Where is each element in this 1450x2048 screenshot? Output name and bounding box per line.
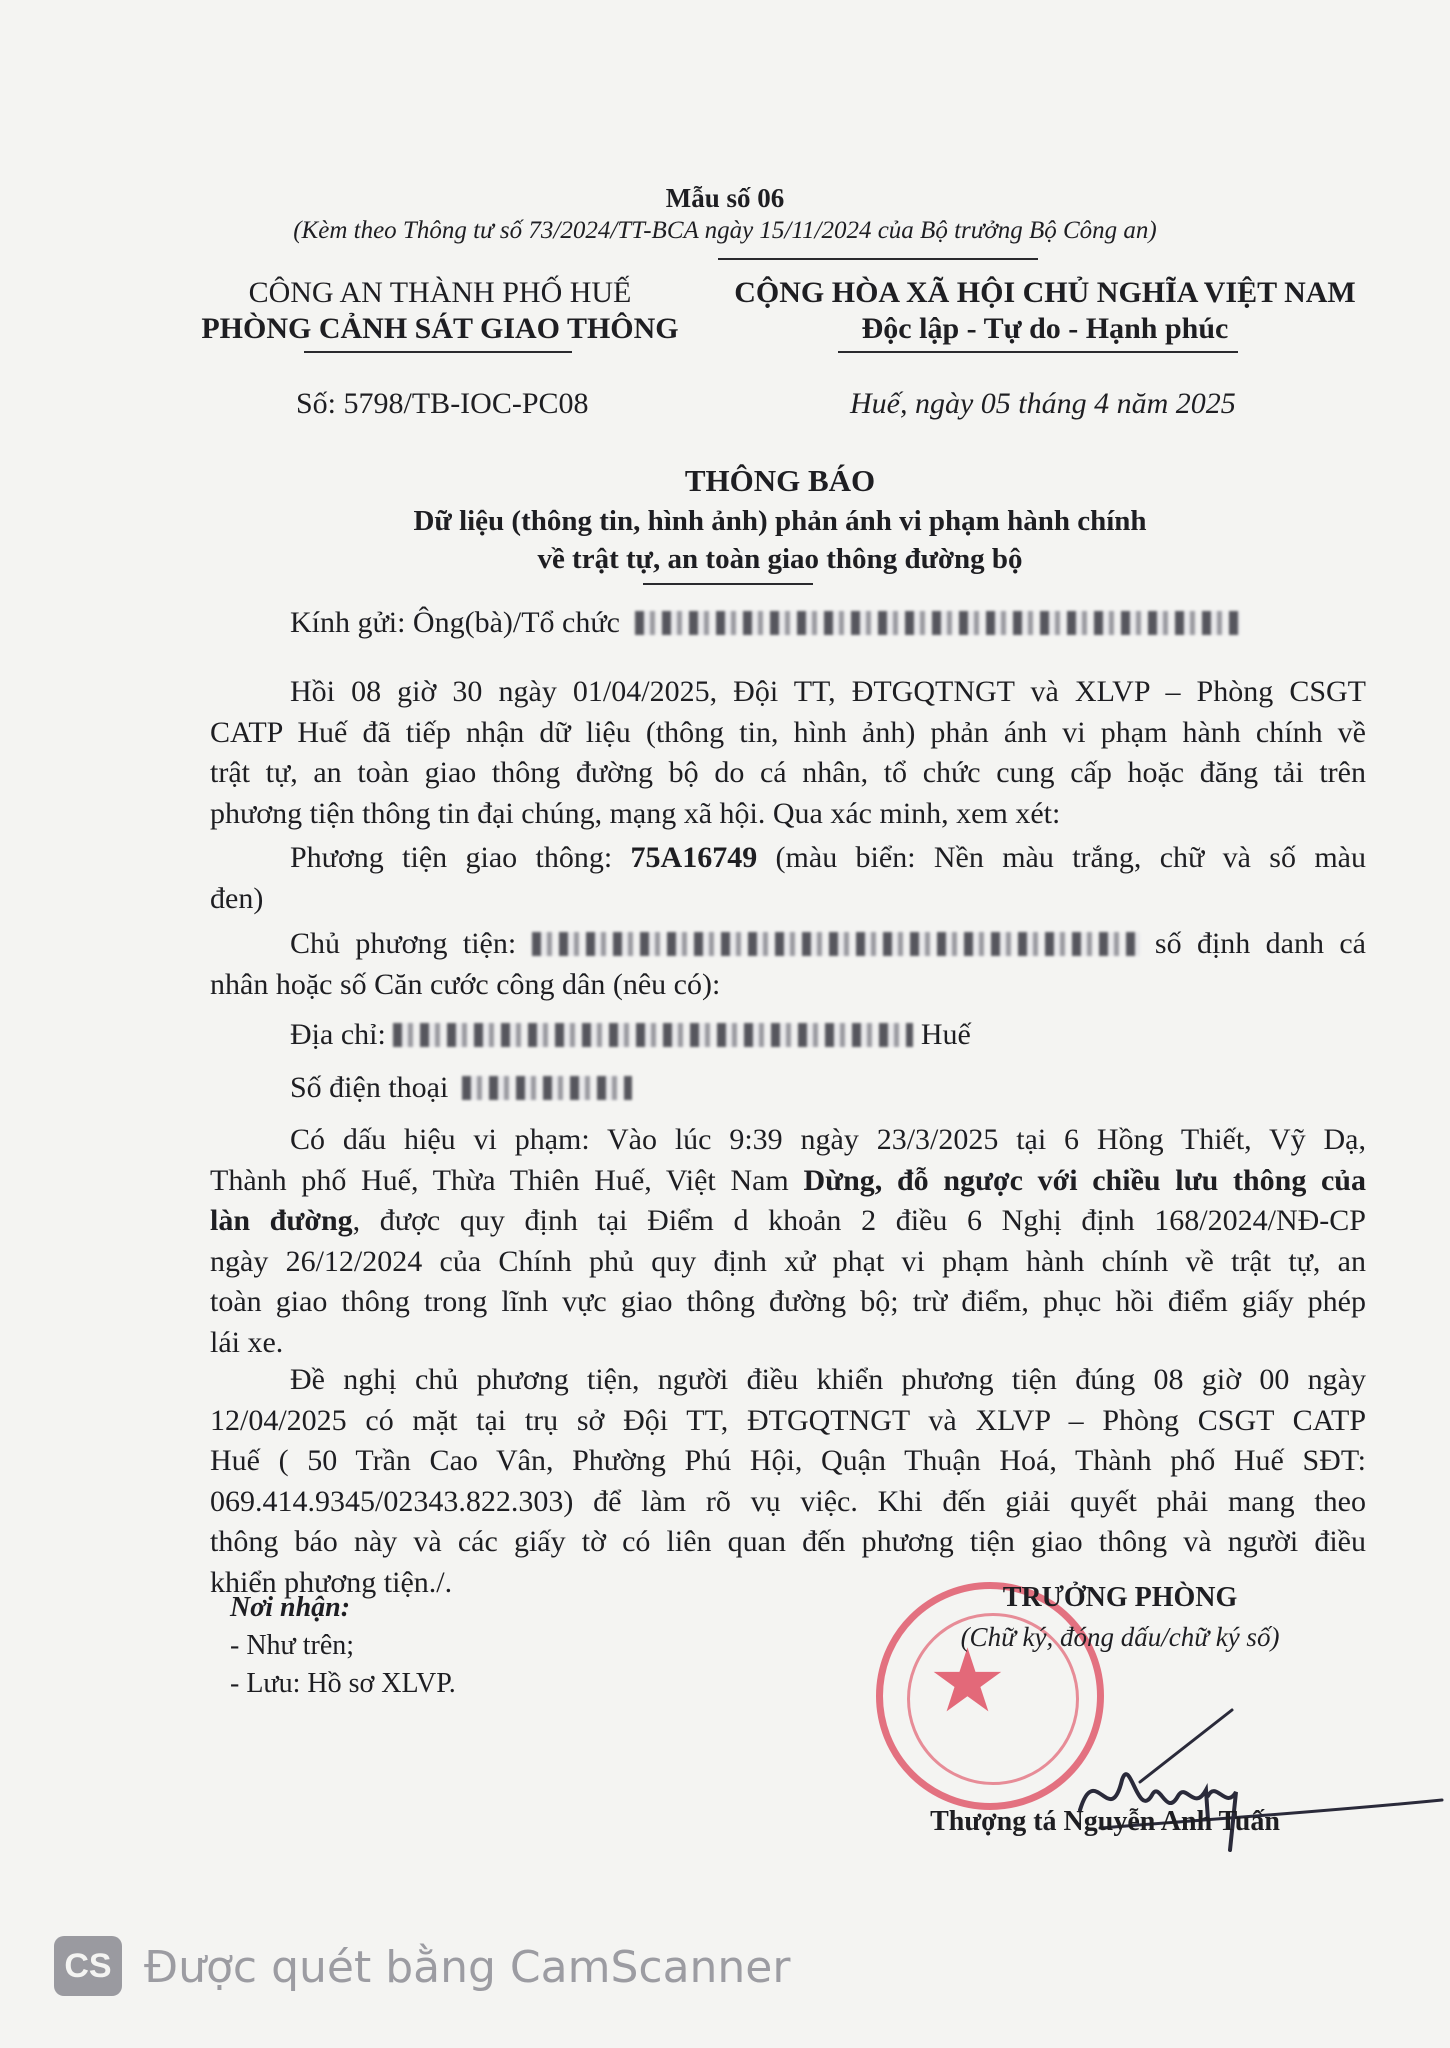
text-line: khiển phương tiện./. [210,1565,453,1599]
text-span: , được quy định tại Điểm d khoản 2 điều 6 Nghị định 168/2024/NĐ-CP [352,1204,1366,1237]
text-line [210,1161,1366,1202]
redacted-phone [462,1076,632,1100]
star-icon: ★ [928,1634,1007,1731]
recipients-item: - Lưu: Hồ sơ XLVP. [230,1668,456,1699]
form-number: Mẫu số 06 [665,183,785,213]
owner-label: Chủ phương tiện: [290,927,532,960]
text-line: phương tiện thông tin đại chúng, mạng xã hội. Qua xác minh, xem xét: [210,796,1061,830]
paragraph-intake [210,672,1366,834]
vehicle-plate: 75A16749 [630,841,758,874]
address-label: Địa chỉ: [290,1018,394,1051]
recipient-line [290,606,1240,640]
text-line: đen) [210,881,264,915]
recipients-title: Nơi nhận: [230,1592,351,1623]
org-underline [304,351,572,353]
violation-bold: làn đường [210,1204,353,1237]
violation-bold: Dừng, đỗ ngược với chiều lưu thông của [803,1163,1366,1197]
document-number: Số: 5798/TB-IOC-PC08 [296,387,589,420]
text-line: 12/04/2025 có mặt tại trụ sở Đội TT, ĐTGQTNGT và XLVP – Phòng CSGT CATP [210,1403,1366,1437]
vehicle-label: Phương tiện giao thông: [290,841,631,874]
place-date: Huế, ngày 05 tháng 4 năm 2025 [850,387,1236,420]
recipient-label: Kính gửi: Ông(bà)/Tổ chức [290,606,620,639]
text-line: Đề nghị chủ phương tiện, người điều khiển phương tiện đúng 08 giờ 00 ngày [290,1363,1366,1396]
paragraph-vehicle [210,838,1366,919]
title-underline [643,583,813,585]
text-line: toàn giao thông trong lĩnh vực giao thông đường bộ; trừ điểm, phục hồi điểm giấy phép [210,1285,1366,1318]
vehicle-plate-desc: (màu biển: Nền màu trắng, chữ và số màu [757,841,1366,874]
text-line: Hồi 08 giờ 30 ngày 01/04/2025, Đội TT, ĐTGQTNGT và XLVP – Phòng CSGT [290,675,1366,708]
text-line: trật tự, an toàn giao thông đường bộ do cá nhân, tổ chức cung cấp hoặc đăng tải trên [210,756,1366,789]
redacted-owner [532,932,1140,956]
text-line: thông báo này và các giấy tờ có liên quan đến phương tiện giao thông và người điều [210,1525,1366,1558]
phone-line [290,1071,632,1105]
text-line: lái xe. [210,1325,284,1359]
motto-underline [838,351,1238,353]
nation-motto: Độc lập - Tự do - Hạnh phúc [861,312,1229,345]
text-line: Huế ( 50 Trần Cao Vân, Phường Phú Hội, Quận Thuận Hoá, Thành phố Huế SĐT: [210,1444,1366,1477]
recipients-item: - Như trên; [230,1630,355,1661]
paragraph-violation [210,1120,1366,1363]
org-department: PHÒNG CẢNH SÁT GIAO THÔNG [201,312,679,345]
redacted-address [393,1023,913,1047]
nation-name: CỘNG HÒA XÃ HỘI CHỦ NGHĨA VIỆT NAM [734,276,1356,309]
paragraph-owner [210,924,1366,1005]
form-reference: (Kèm theo Thông tư số 73/2024/TT-BCA ngày 15/11/2024 của Bộ trưởng Bộ Công an) [293,217,1157,244]
redacted-recipient [635,611,1240,635]
vehicle-line [210,838,1366,879]
document-subtitle-1: Dữ liệu (thông tin, hình ảnh) phản ánh vi phạm hành chính [413,505,1147,537]
phone-label: Số điện thoại [290,1071,449,1104]
text-line: CATP Huế đã tiếp nhận dữ liệu (thông tin, hình ảnh) phản ánh vi phạm hành chính về [210,715,1366,749]
text-line [210,1201,1366,1242]
text-line: ngày 26/12/2024 của Chính phủ quy định xử phạt vi phạm hành chính về trật tự, an [210,1244,1366,1278]
address-line [290,1018,971,1052]
text-line: Có dấu hiệu vi phạm: Vào lúc 9:39 ngày 23/3/2025 tại 6 Hồng Thiết, Vỹ Dạ, [290,1123,1366,1156]
form-ref-underline [718,258,1038,260]
paragraph-request [210,1360,1366,1603]
document-title: THÔNG BÁO [684,463,876,498]
text-span: Thành phố Huế, Thừa Thiên Huế, Việt Nam [210,1163,804,1197]
handwritten-signature [1060,1700,1450,1880]
text-line: nhân hoặc số Căn cước công dân (nêu có): [210,967,721,1001]
org-name: CÔNG AN THÀNH PHỐ HUẾ [248,276,632,309]
document-subtitle-2: về trật tự, an toàn giao thông đường bộ [537,543,1023,575]
owner-line [210,924,1366,965]
camscanner-logo-icon: CS [54,1936,122,1996]
camscanner-watermark: Được quét bằng CamScanner [144,1942,791,1993]
address-city: Huế [913,1018,971,1051]
owner-id-label: số định danh cá [1139,927,1366,960]
text-line: 069.414.9345/02343.822.303) để làm rõ vụ việc. Khi đến giải quyết phải mang theo [210,1484,1366,1518]
signature-position: TRƯỞNG PHÒNG [1002,1582,1238,1613]
signature-note: (Chữ ký, đóng dấu/chữ ký số) [960,1622,1280,1652]
signer-name: Thượng tá Nguyễn Anh Tuấn [930,1806,1280,1837]
